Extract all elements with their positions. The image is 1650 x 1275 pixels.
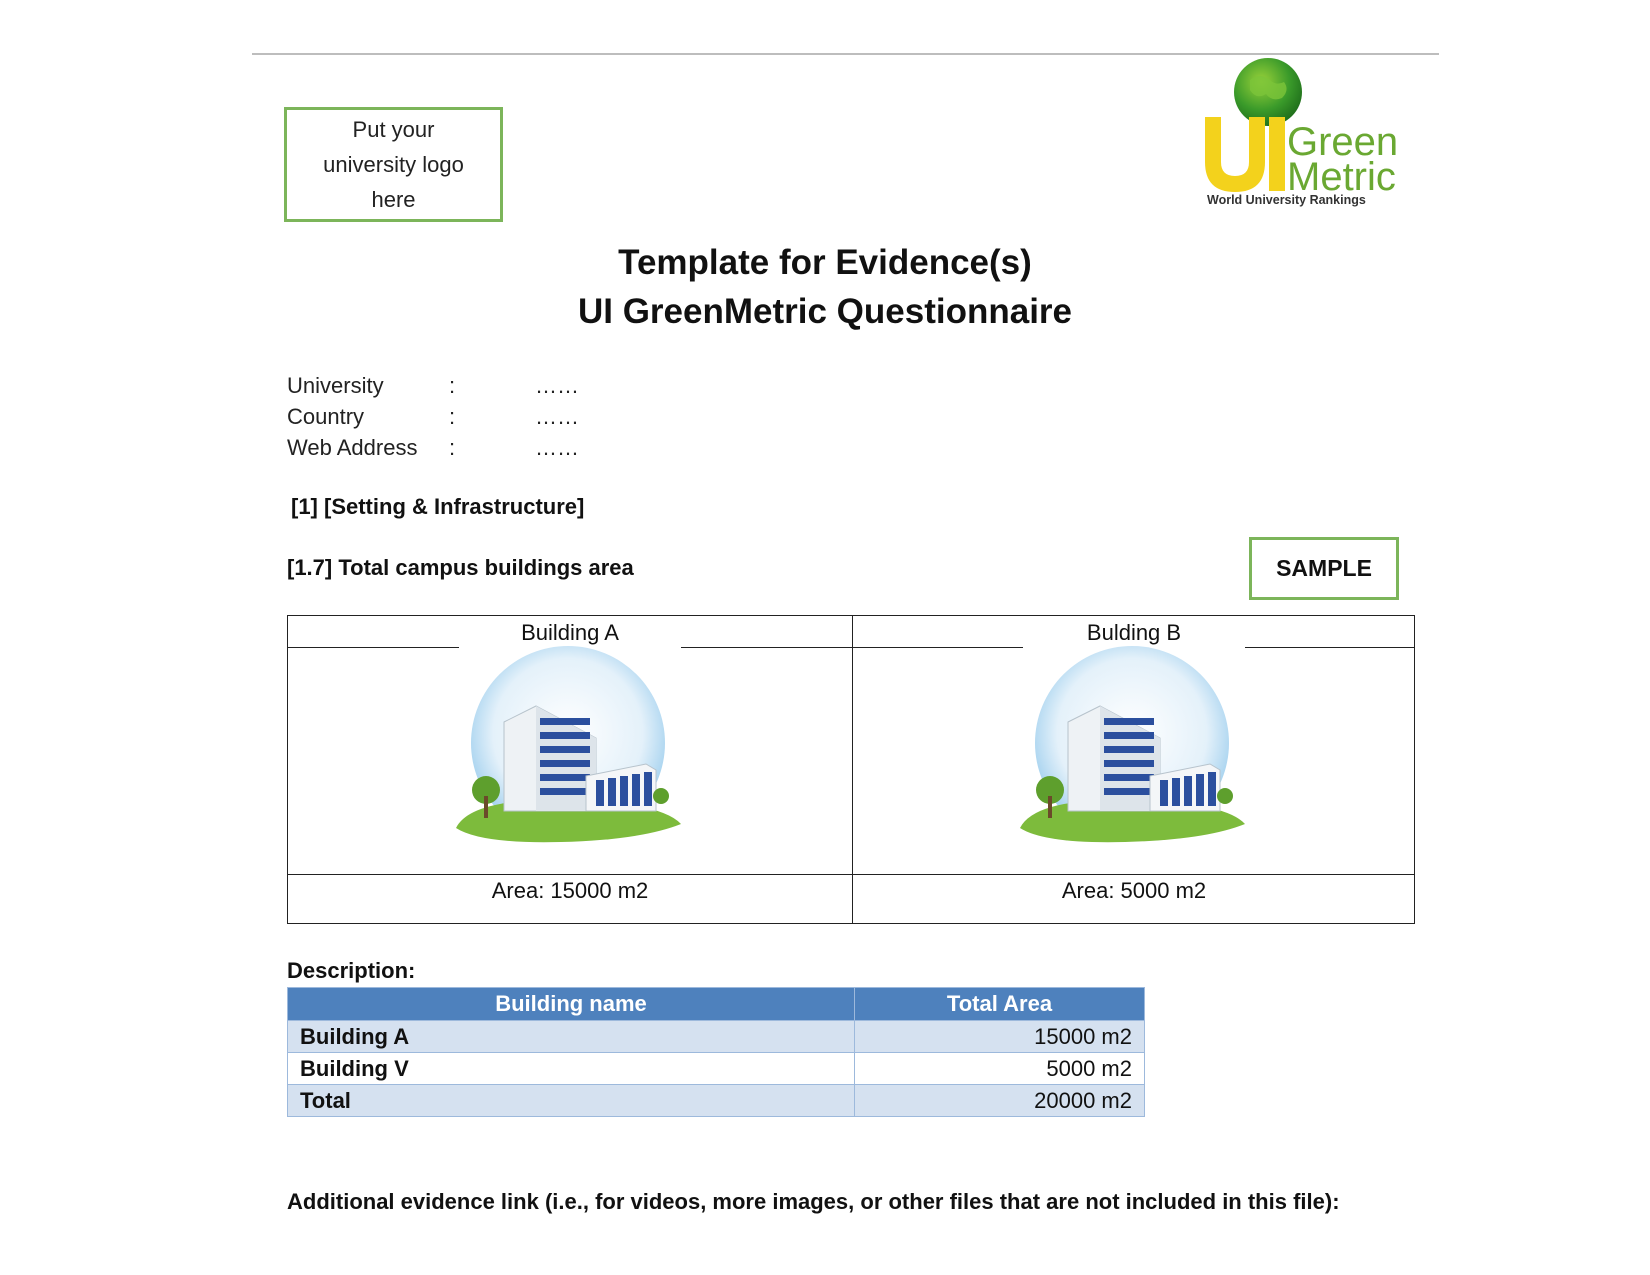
sample-label: SAMPLE (1276, 555, 1372, 581)
additional-evidence-link-label: Additional evidence link (i.e., for videos, more images, or other files that are not included in this file): (287, 1189, 1340, 1214)
info-colon: : (449, 404, 456, 429)
section-heading: [1] [Setting & Infrastructure] (291, 494, 585, 519)
building-name-cell: Building V (288, 1053, 855, 1085)
info-label: Country (287, 404, 365, 429)
building-name: Building A (521, 620, 619, 645)
building-area: Area: 15000 m2 (491, 878, 649, 903)
column-header: Total Area (855, 988, 1145, 1021)
info-row-university (287, 370, 579, 401)
building-name-cell: Building A (288, 1021, 855, 1053)
area-divider (288, 874, 852, 875)
info-colon: : (449, 373, 456, 398)
area-divider (853, 874, 1415, 875)
indicator-heading: [1.7] Total campus buildings area (287, 555, 634, 580)
building-image (456, 646, 686, 846)
info-value: …… (535, 373, 579, 398)
info-row-web-address (287, 432, 579, 463)
info-value: …… (535, 404, 579, 429)
logo-tagline: World University Rankings (1207, 193, 1366, 207)
total-area-cell: 15000 m2 (855, 1021, 1145, 1053)
building-illustration-icon (1020, 646, 1250, 846)
university-info (287, 370, 579, 463)
logo-placeholder-text: Put your university logo here (323, 117, 464, 212)
building-name-cell: Total (288, 1085, 855, 1117)
logo-metric-word: Metric (1287, 155, 1396, 199)
description-label: Description: (287, 958, 416, 983)
greenmetric-logo (1195, 55, 1410, 215)
greenmetric-logo-icon (1195, 55, 1410, 215)
header-line (288, 647, 459, 648)
buildings-evidence-table (287, 615, 1415, 924)
building-area: Area: 5000 m2 (1061, 878, 1207, 903)
header-line (853, 647, 1023, 648)
table-row (288, 1053, 1145, 1085)
info-label: University (287, 373, 384, 398)
building-cell (853, 616, 1415, 923)
info-colon: : (449, 435, 456, 460)
document-title: Template for Evidence(s) (618, 243, 1032, 282)
total-area-cell: 20000 m2 (855, 1085, 1145, 1117)
total-area-cell: 5000 m2 (855, 1053, 1145, 1085)
logo-green-word: Green (1287, 120, 1399, 164)
info-label: Web Address (287, 435, 418, 460)
table-row (288, 1021, 1145, 1053)
university-logo-placeholder (284, 107, 503, 222)
column-header: Building name (288, 988, 855, 1021)
document-subtitle: UI GreenMetric Questionnaire (577, 292, 1073, 331)
header-line (1245, 647, 1415, 648)
building-image (1020, 646, 1250, 846)
info-row-country (287, 401, 579, 432)
building-cell (288, 616, 853, 923)
info-value: …… (535, 435, 579, 460)
header-line (681, 647, 852, 648)
table-header-row (288, 988, 1145, 1021)
building-illustration-icon (456, 646, 686, 846)
table-row-total (288, 1085, 1145, 1117)
sample-badge (1249, 537, 1399, 600)
description-table (287, 987, 1145, 1117)
building-name: Bulding B (1086, 620, 1182, 645)
